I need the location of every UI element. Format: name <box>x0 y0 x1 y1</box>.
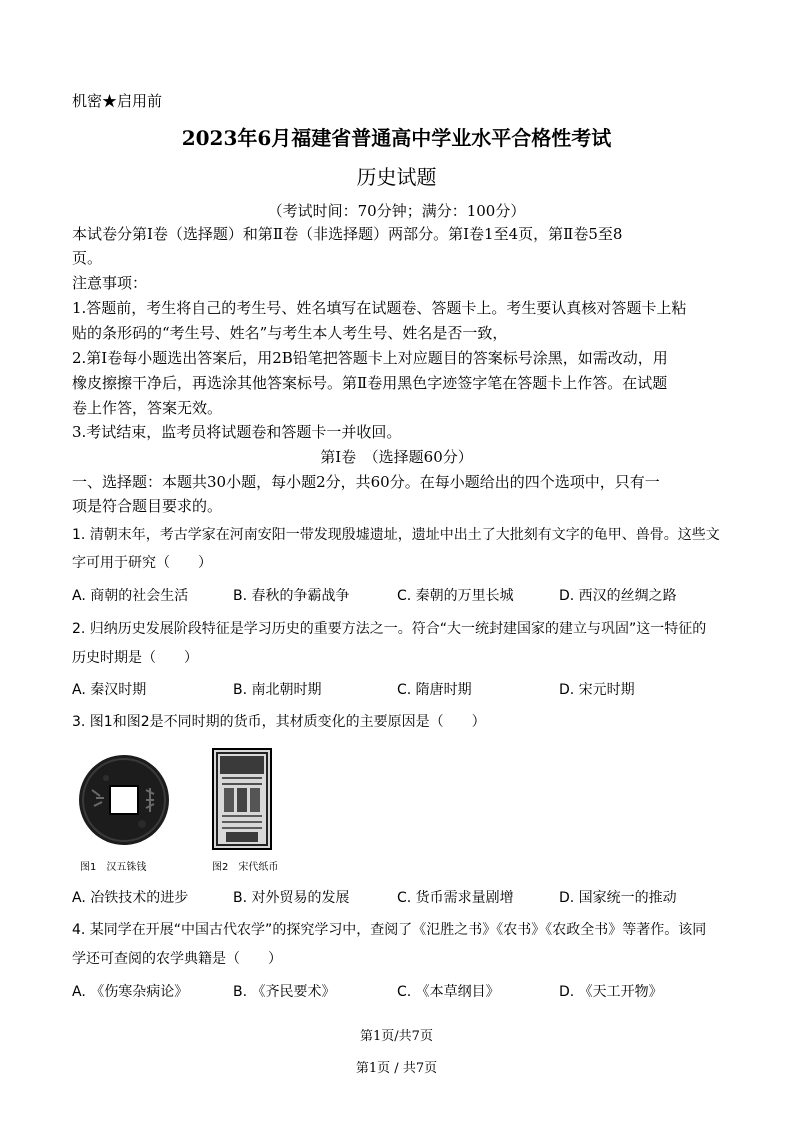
question-3-option-a: A. 冶铁技术的进步 <box>72 890 189 906</box>
question-4-stem-line-1: 4. 某同学在开展“中国古代农学”的探究学习中，查阅了《氾胜之书》《农书》《农政全书》等著作。该同 <box>72 922 707 938</box>
question-1-stem-line-2: 字可用于研究（ ） <box>72 555 212 571</box>
question-1-option-b: B. 春秋的争霸战争 <box>233 588 350 604</box>
page-number-outer: 第1页 / 共7页 <box>355 1061 438 1076</box>
question-4-option-a: A. 《伤寒杂病论》 <box>72 984 189 1000</box>
question-4-option-b: B. 《齐民要术》 <box>233 984 336 1000</box>
section-1-title: 第Ⅰ卷 （选择题60分） <box>320 448 473 466</box>
question-1-stem-line-1: 1. 清朝末年，考古学家在河南安阳一带发现殷墟遗址，遗址中出土了大批刻有文字的龟甲、兽骨。这些文 <box>72 527 720 543</box>
notes-heading: 注意事项： <box>72 274 148 292</box>
exam-title: 2023年6月福建省普通高中学业水平合格性考试 <box>181 126 612 150</box>
question-1-option-d: D. 西汉的丝绸之路 <box>559 588 677 604</box>
intro-line-1: 本试卷分第Ⅰ卷（选择题）和第Ⅱ卷（非选择题）两部分。第Ⅰ卷1至4页，第Ⅱ卷5至8 <box>72 225 623 243</box>
exam-info: （考试时间：70分钟；满分：100分） <box>267 202 526 220</box>
question-2-stem-line-1: 2. 归纳历史发展阶段特征是学习历史的重要方法之一。符合“大一统封建国家的建立与巩固”这一特征的 <box>72 621 707 637</box>
page-number-inner: 第1页/共7页 <box>360 1029 433 1044</box>
question-1-option-c: C. 秦朝的万里长城 <box>397 588 514 604</box>
question-4-option-c: C. 《本草纲目》 <box>397 984 500 1000</box>
question-4-stem-line-2: 学还可查阅的农学典籍是（ ） <box>72 951 282 967</box>
question-3-stem: 3. 图1和图2是不同时期的货币，其材质变化的主要原因是（ ） <box>72 714 486 730</box>
section-1-instruction-line-1: 一、选择题：本题共30小题，每小题2分，共60分。在每小题给出的四个选项中，只有一 <box>72 473 660 491</box>
figure-1-caption: 图1 汉五铢钱 <box>80 862 147 873</box>
question-3-option-c: C. 货币需求量剧增 <box>397 890 514 906</box>
note-1-line-2: 贴的条形码的“考生号、姓名”与考生本人考生号、姓名是否一致， <box>72 324 508 342</box>
banknote-illustration <box>212 748 272 850</box>
coin-illustration <box>76 752 172 848</box>
note-3: 3.考试结束，监考员将试题卷和答题卡一并收回。 <box>72 423 402 441</box>
question-4-option-d: D. 《天工开物》 <box>559 984 663 1000</box>
figure-1-coin-image <box>76 752 172 848</box>
figure-2-caption: 图2 宋代纸币 <box>212 862 279 873</box>
subject-title: 历史试题 <box>356 165 437 189</box>
note-2-line-2: 橡皮擦擦干净后，再选涂其他答案标号。第Ⅱ卷用黑色字迹签字笔在答题卡上作答。在试题 <box>72 374 668 392</box>
intro-line-2: 页。 <box>72 249 103 267</box>
question-2-stem-line-2: 历史时期是（ ） <box>72 650 198 666</box>
question-2-option-c: C. 隋唐时期 <box>397 682 472 698</box>
note-1-line-1: 1.答题前，考生将自己的考生号、姓名填写在试题卷、答题卡上。考生要认真核对答题卡上粘 <box>72 299 687 317</box>
question-3-option-d: D. 国家统一的推动 <box>559 890 677 906</box>
note-2-line-3: 卷上作答，答案无效。 <box>72 399 223 417</box>
question-2-option-b: B. 南北朝时期 <box>233 682 322 698</box>
question-2-option-d: D. 宋元时期 <box>559 682 635 698</box>
confidential-label: 机密★启用前 <box>72 92 163 110</box>
question-3-option-b: B. 对外贸易的发展 <box>233 890 350 906</box>
note-2-line-1: 2.第Ⅰ卷每小题选出答案后，用2B铅笔把答题卡上对应题目的答案标号涂黑，如需改动，用 <box>72 349 668 367</box>
section-1-instruction-line-2: 项是符合题目要求的。 <box>72 497 223 515</box>
question-2-option-a: A. 秦汉时期 <box>72 682 147 698</box>
figure-2-banknote-image <box>212 748 272 850</box>
question-1-option-a: A. 商朝的社会生活 <box>72 588 189 604</box>
